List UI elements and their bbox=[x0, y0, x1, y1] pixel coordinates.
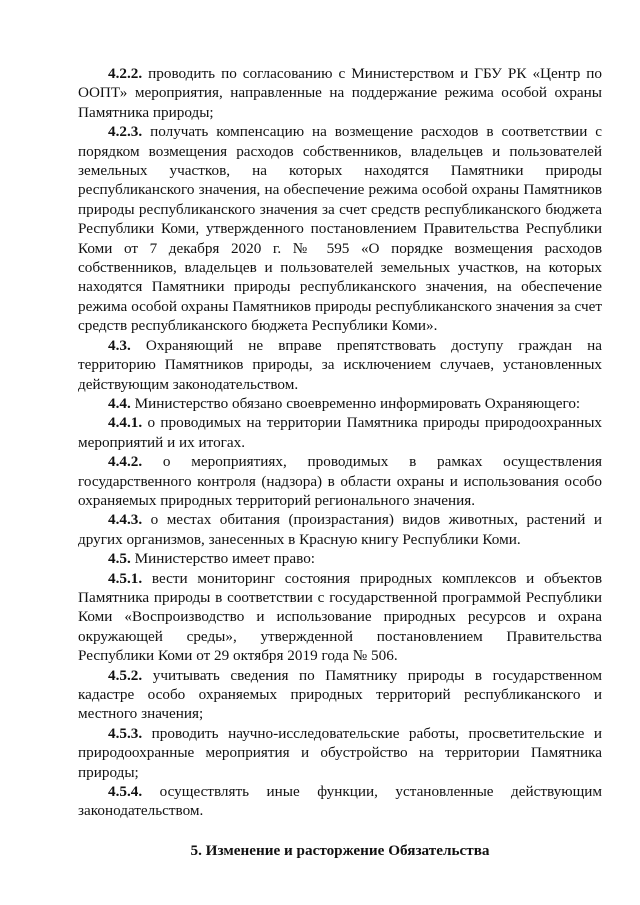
paragraph-text: получать компенсацию на возмещение расходов в соответствии с порядком возмещения расходов собственников, владельцев и пользователей земельных участков, на которых находятся Памятники природы республиканского значения, на обеспечение режима особой охраны Памятников природы республиканского значения за счет средств республиканского бюджета Республики Коми, утвержденного постановлением Правительства Республики Коми от 7 декабря 2020 г. № 595 «О порядке возмещения расходов собственников, владельцев и пользователей земельных участков, на которых находятся Памятники природы республиканского значения, на обеспечение режима особой охраны Памятников природы республиканского значения за счет средств республиканского бюджета Республики Коми». bbox=[78, 123, 602, 335]
paragraph-text: о местах обитания (произрастания) видов животных, растений и других организмов, занесенных в Красную книгу Республики Коми. bbox=[78, 511, 602, 548]
paragraph-4-5-3 bbox=[78, 724, 602, 782]
paragraph-number: 4.2.3. bbox=[108, 123, 143, 141]
document-page bbox=[78, 64, 602, 860]
paragraph-text: вести мониторинг состояния природных комплексов и объектов Памятника природы в соответствии с государственной программой Республики Коми «Воспроизводство и использование природных ресурсов и охрана окружающей среды», утвержденной постановлением Правительства Республики Коми от 29 октября 2019 года № 506. bbox=[78, 569, 602, 665]
paragraph-text: Охраняющий не вправе препятствовать доступу граждан на территорию Памятников природы, за исключением случаев, установленных действующим законодательством. bbox=[78, 336, 602, 393]
paragraph-number: 4.5.3. bbox=[108, 724, 143, 742]
paragraph-4-2-3 bbox=[78, 122, 602, 335]
paragraph-4-5-2 bbox=[78, 666, 602, 724]
paragraph-text: учитывать сведения по Памятнику природы в государственном кадастре особо охраняемых природных территорий республиканского и местного значения; bbox=[78, 666, 602, 723]
paragraph-4-2-2 bbox=[78, 64, 602, 122]
paragraph-number: 4.3. bbox=[108, 336, 131, 354]
paragraph-number: 4.5.1. bbox=[108, 569, 143, 587]
paragraph-number: 4.5. bbox=[108, 550, 131, 568]
paragraph-text: проводить научно-исследовательские работы, просветительские и природоохранные мероприятия и обустройство на территории Памятника природы; bbox=[78, 724, 602, 781]
paragraph-number: 4.4.3. bbox=[108, 511, 143, 529]
paragraph-4-3 bbox=[78, 336, 602, 394]
paragraph-number: 4.5.2. bbox=[108, 666, 143, 684]
paragraph-4-5-4 bbox=[78, 782, 602, 821]
paragraph-4-4-1 bbox=[78, 413, 602, 452]
paragraph-text: осуществлять иные функции, установленные действующим законодательством. bbox=[78, 783, 602, 820]
paragraph-number: 4.4. bbox=[108, 394, 131, 412]
paragraph-number: 4.4.2. bbox=[108, 453, 143, 471]
paragraph-4-5 bbox=[78, 549, 602, 568]
section-heading: 5. Изменение и расторжение Обязательства bbox=[190, 841, 490, 859]
paragraph-text: о проводимых на территории Памятника природы природоохранных мероприятий и их итогах. bbox=[78, 414, 602, 451]
paragraph-text: проводить по согласованию с Министерством и ГБУ РК «Центр по ООПТ» мероприятия, направленные на поддержание режима особой охраны Памятника природы; bbox=[78, 65, 602, 121]
paragraph-text: Министерство обязано своевременно информировать Охраняющего: bbox=[130, 394, 581, 412]
paragraph-text: о мероприятиях, проводимых в рамках осуществления государственного контроля (надзора) в области охраны и использования особо охраняемых природных территорий регионального значения. bbox=[78, 453, 602, 509]
paragraph-text: Министерство имеет право: bbox=[130, 550, 316, 568]
paragraph-4-4-2 bbox=[78, 452, 602, 510]
paragraph-number: 4.4.1. bbox=[108, 414, 143, 432]
section-spacer bbox=[78, 821, 602, 841]
paragraph-number: 4.2.2. bbox=[108, 65, 143, 82]
paragraph-number: 4.5.4. bbox=[108, 783, 143, 801]
paragraph-4-5-1 bbox=[78, 569, 602, 666]
paragraph-4-4 bbox=[78, 394, 602, 413]
paragraph-4-4-3 bbox=[78, 510, 602, 549]
